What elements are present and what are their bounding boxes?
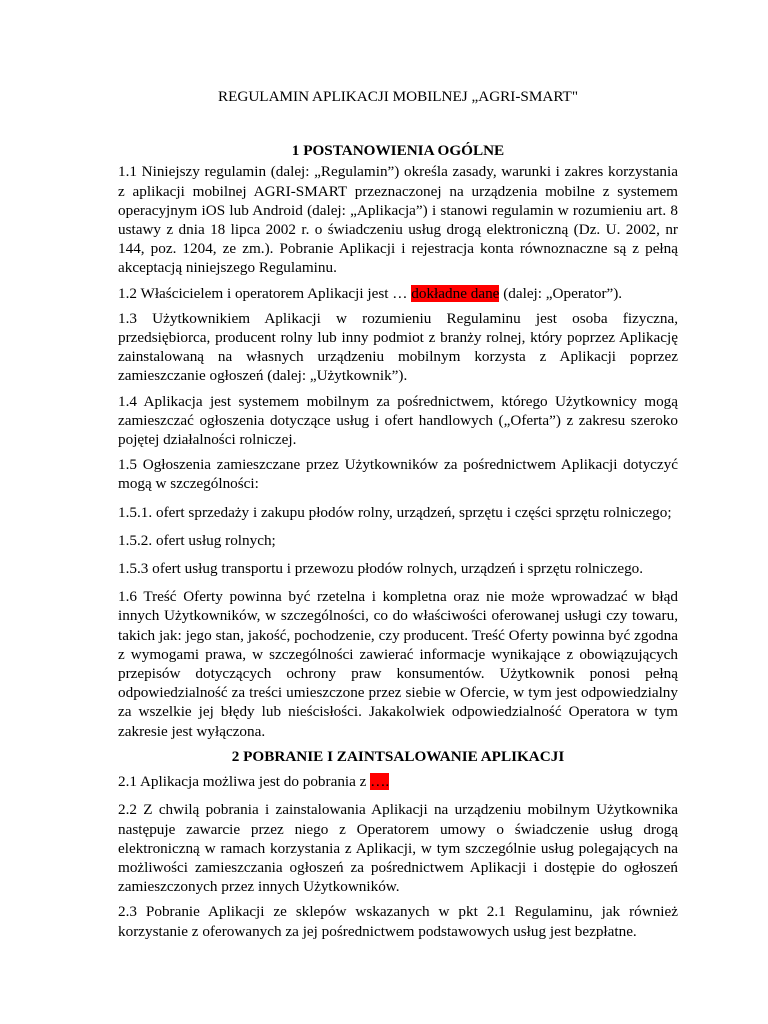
paragraph-1-5-1: 1.5.1. ofert sprzedaży i zakupu płodów rolny, urządzeń, sprzętu i części sprzętu rolniczego; (118, 503, 672, 521)
paragraph-1-2-text: 1.2 Właścicielem i operatorem Aplikacji jest … (118, 284, 412, 302)
paragraph-1-3: 1.3 Użytkownikiem Aplikacji w rozumieniu Regulaminu jest osoba fizyczna, przedsiębiorca, producent rolny lub inny podmiot z branży rolnej, który poprzez Aplikację zainstalowaną na własnych urządzeniu mobilnym korzysta z Aplikacji poprzez zamieszczanie ogłoszeń (dalej: „Użytkownik”). (118, 309, 678, 385)
section-1-heading: 1 POSTANOWIENIA OGÓLNE (291, 142, 505, 160)
paragraph-2-1 (118, 772, 678, 791)
section-2-heading: 2 POBRANIE I ZAINTSALOWANIE APLIKACJI (231, 747, 565, 765)
paragraph-1-6: 1.6 Treść Oferty powinna być rzetelna i kompletna oraz nie może wprowadzać w błąd innych Użytkowników, w szczególności, co do właściwości oferowanej usługi czy towaru, takich jak: jego stan, jakość, pochodzenie, czy producent. Treść Oferty powinna być zgodna z wymogami prawa, w szczególności zawierać informacje wynikające z obowiązujących przepisów dotyczących ochrony praw konsumentów. Użytkownik ponosi pełną odpowiedzialność za treści umieszczone przez siebie w Ofercie, w tym jest odpowiedzialny za wszelkie jej błędy lub nieścisłości. Jakakolwiek odpowiedzialność Operatora w tym zakresie jest wyłączona. (118, 588, 678, 740)
paragraph-2-1-text: 2.1 Aplikacja możliwa jest do pobrania z (118, 773, 371, 791)
paragraph-1-5: 1.5 Ogłoszenia zamieszczane przez Użytkowników za pośrednictwem Aplikacji dotyczyć mogą w szczególności: (118, 456, 678, 493)
paragraph-2-3: 2.3 Pobranie Aplikacji ze sklepów wskazanych w pkt 2.1 Regulaminu, jak również korzystanie z oferowanych za jej pośrednictwem podstawowych usług jest bezpłatne. (118, 903, 678, 940)
document-title: REGULAMIN APLIKACJI MOBILNEJ „AGRI-SMART" (217, 88, 579, 105)
paragraph-1-1: 1.1 Niniejszy regulamin (dalej: „Regulamin”) określa zasady, warunki i zakres korzystania z aplikacji mobilnej AGRI-SMART przeznaczonej na urządzenia mobilne z systemem operacyjnym iOS lub Android (dalej: „Aplikacja”) i stanowi regulamin w rozumieniu art. 8 ustawy z dnia 18 lipca 2002 r. o świadczeniu usług drogą elektroniczną (Dz. U. 2002, nr 144, poz. 1204, ze zm.). Pobranie Aplikacji i rejestracja konta równoznaczne są z pełną akceptacją niniejszego Regulaminu. (118, 163, 678, 277)
paragraph-2-2: 2.2 Z chwilą pobrania i zainstalowania Aplikacji na urządzeniu mobilnym Użytkownika następuje zawarcie przez niego z Operatorem umowy o świadczenie usług drogą elektroniczną w ramach korzystania z Aplikacji, w tym szczególnie usług polegających na możliwości zamieszczania ogłoszeń za pośrednictwem Aplikacji i dostępie do ogłoszeń zamieszczonych przez innych Użytkowników. (118, 801, 678, 896)
placeholder-highlight: …. (370, 773, 390, 791)
paragraph-1-5-3: 1.5.3 ofert usług transportu i przewozu płodów rolnych, urządzeń i sprzętu rolniczego. (118, 560, 644, 578)
placeholder-highlight: dokładne dane (411, 284, 500, 302)
paragraph-1-2-suffix: (dalej: „Operator”). (499, 284, 623, 302)
document-page (118, 0, 678, 941)
paragraph-1-5-2: 1.5.2. ofert usług rolnych; (118, 531, 276, 549)
paragraph-1-4: 1.4 Aplikacja jest systemem mobilnym za pośrednictwem, którego Użytkownicy mogą zamieszczać ogłoszenia dotyczące usług i ofert handlowych („Oferta”) z zakresu szeroko pojętej działalności rolniczej. (118, 392, 678, 449)
paragraph-1-2 (118, 284, 678, 303)
